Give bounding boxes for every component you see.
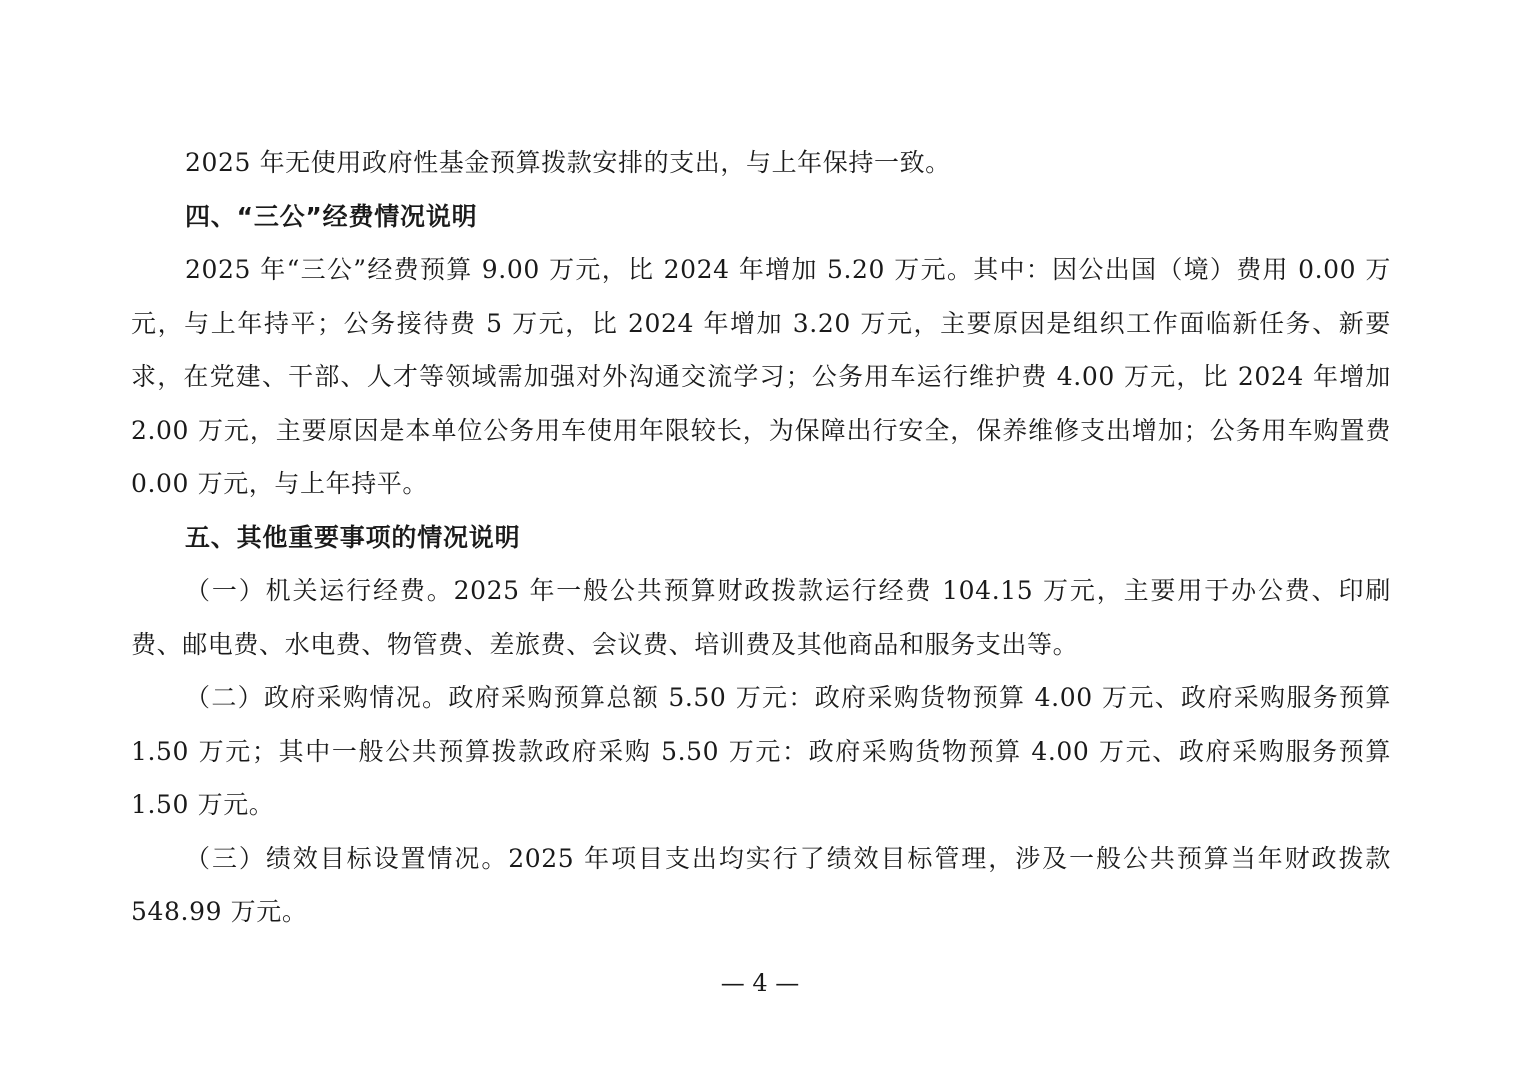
- paragraph-government-procurement: （二）政府采购情况。政府采购预算总额 5.50 万元：政府采购货物预算 4.00 万元、政府采购服务预算 1.50 万元；其中一般公共预算拨款政府采购 5.50 万元：政府采购货物预算 4.00 万元、政府采购服务预算 1.50 万元。: [131, 683, 1391, 819]
- document-body: [131, 136, 1391, 939]
- paragraph-three-public-expenses: 2025 年“三公”经费预算 9.00 万元，比 2024 年增加 5.20 万元。其中：因公出国（境）费用 0.00 万元，与上年持平；公务接待费 5 万元，比 2024 年增加 3.20 万元，主要原因是组织工作面临新任务、新要求，在党建、干部、人才等领域需加强对外沟通交流学习；公务用车运行维护费 4.00 万元，比 2024 年增加 2.00 万元，主要原因是本单位公务用车使用年限较长，为保障出行安全，保养维修支出增加；公务用车购置费 0.00 万元，与上年持平。: [131, 255, 1391, 498]
- paragraph-performance-targets: （三）绩效目标设置情况。2025 年项目支出均实行了绩效目标管理，涉及一般公共预算当年财政拨款 548.99 万元。: [131, 843, 1391, 926]
- section-heading-three-public: 四、“三公”经费情况说明: [185, 201, 478, 231]
- page-number: — 4 —: [720, 969, 800, 997]
- paragraph-operating-expenses: （一）机关运行经费。2025 年一般公共预算财政拨款运行经费 104.15 万元，主要用于办公费、印刷费、邮电费、水电费、物管费、差旅费、会议费、培训费及其他商品和服务支出等。: [131, 576, 1391, 659]
- section-heading-other-matters: 五、其他重要事项的情况说明: [185, 522, 521, 552]
- paragraph-fund-budget: 2025 年无使用政府性基金预算拨款安排的支出，与上年保持一致。: [185, 148, 951, 177]
